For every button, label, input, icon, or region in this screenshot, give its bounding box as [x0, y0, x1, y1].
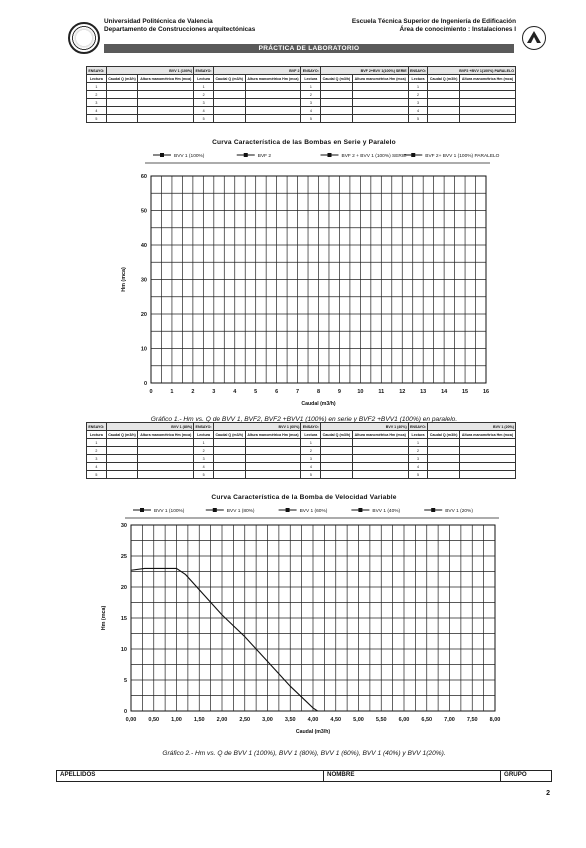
legend-marker [358, 508, 362, 512]
altura-cell[interactable] [138, 439, 194, 447]
table-row [87, 439, 516, 447]
ensayo-label: ENSAYO: [88, 68, 105, 73]
chart2-caption: Gráfico 2.- Hm vs. Q de BVV 1 (100%), BVV 1 (80%), BVV 1 (60%), BVV 1 (40%) y BVV 1(20%). [162, 750, 446, 757]
lectura-cell: 1 [194, 439, 214, 447]
caudal-cell[interactable] [106, 99, 138, 107]
header-left [104, 18, 255, 34]
caudal-cell[interactable] [321, 471, 353, 479]
table-row [87, 99, 516, 107]
caudal-cell[interactable] [321, 83, 353, 91]
altura-cell[interactable] [352, 99, 408, 107]
altura-cell[interactable] [138, 471, 194, 479]
page-number: 2 [546, 790, 550, 797]
ensayo-label: ENSAYO: [88, 424, 105, 429]
legend-marker [244, 153, 248, 157]
y-tick-label: 25 [120, 554, 127, 560]
column-header: Altura manométrica Hm (mca) [459, 75, 515, 83]
caudal-cell[interactable] [106, 115, 138, 123]
caudal-cell[interactable] [213, 107, 245, 115]
x-tick-label: 13 [420, 389, 427, 395]
department-name: Departamento de Construcciones arquitectónicas [104, 26, 256, 33]
ensayo-label: ENSAYO: [410, 424, 427, 429]
table2-grid [86, 422, 516, 479]
caudal-cell[interactable] [428, 107, 460, 115]
caudal-cell[interactable] [428, 91, 460, 99]
x-tick-label: 10 [357, 389, 364, 395]
column-header: Lectura [87, 431, 107, 439]
altura-cell[interactable] [245, 447, 301, 455]
altura-cell[interactable] [352, 91, 408, 99]
y-tick-label: 20 [140, 312, 147, 318]
lectura-cell: 2 [87, 447, 107, 455]
x-tick-label: 2,50 [239, 717, 251, 723]
altura-cell[interactable] [459, 83, 515, 91]
student-info-table [56, 770, 552, 782]
altura-cell[interactable] [459, 463, 515, 471]
altura-cell[interactable] [245, 115, 301, 123]
table-row [87, 447, 516, 455]
y-tick-label: 30 [120, 523, 127, 529]
caudal-cell[interactable] [106, 83, 138, 91]
caudal-cell[interactable] [213, 91, 245, 99]
legend-marker [160, 153, 164, 157]
lectura-cell: 2 [87, 91, 107, 99]
altura-cell[interactable] [352, 115, 408, 123]
caudal-cell[interactable] [428, 463, 460, 471]
ensayo-label: ENSAYO: [410, 68, 427, 73]
document-page [56, 14, 552, 814]
lectura-cell: 2 [194, 447, 214, 455]
chart-legend [133, 508, 473, 514]
altura-cell[interactable] [245, 471, 301, 479]
altura-cell[interactable] [138, 463, 194, 471]
altura-cell[interactable] [459, 471, 515, 479]
altura-cell[interactable] [138, 99, 194, 107]
legend-label: BVV 1 (100%) [174, 154, 205, 159]
column-header: Lectura [194, 431, 214, 439]
y-axis-label: Hm (mca) [101, 605, 107, 631]
altura-cell[interactable] [138, 107, 194, 115]
column-header: Altura manométrica Hm (mca) [459, 431, 515, 439]
altura-cell[interactable] [245, 91, 301, 99]
lectura-cell: 1 [87, 439, 107, 447]
caudal-cell[interactable] [428, 115, 460, 123]
column-header: Lectura [408, 75, 428, 83]
legend-label: BVV 1 (60%) [299, 509, 328, 514]
column-header: Caudal Q (m3/h) [428, 75, 460, 83]
column-header: Caudal Q (m3/h) [213, 431, 245, 439]
altura-cell[interactable] [245, 463, 301, 471]
caudal-cell[interactable] [213, 455, 245, 463]
caudal-cell[interactable] [213, 471, 245, 479]
column-header: Lectura [301, 431, 321, 439]
legend-marker [328, 153, 332, 157]
x-tick-label: 5 [254, 389, 258, 395]
chart-legend [153, 153, 500, 159]
legend-label: BVV 1 (20%) [445, 509, 473, 514]
y-tick-label: 30 [140, 277, 147, 284]
caudal-cell[interactable] [213, 447, 245, 455]
school-logo [522, 26, 546, 50]
chart2-title: Curva Característica de la Bomba de Velocidad Variable [211, 494, 397, 501]
altura-cell[interactable] [352, 455, 408, 463]
x-tick-label: 3,50 [284, 717, 296, 723]
practice-banner: PRÁCTICA DE LABORATORIO [104, 44, 514, 53]
ensayo-value: BVV 1 (60%) [213, 423, 301, 431]
altura-cell[interactable] [138, 83, 194, 91]
y-tick-label: 50 [140, 208, 147, 215]
column-header: Caudal Q (m3/h) [106, 431, 138, 439]
caudal-cell[interactable] [428, 455, 460, 463]
legend-marker [140, 508, 144, 512]
altura-cell[interactable] [138, 447, 194, 455]
column-header: Lectura [408, 431, 428, 439]
column-header: Lectura [301, 75, 321, 83]
altura-cell[interactable] [245, 439, 301, 447]
column-header: Caudal Q (m3/h) [213, 75, 245, 83]
lectura-cell: 4 [301, 463, 321, 471]
y-axis-label: Hm (mca) [121, 267, 127, 292]
lectura-cell: 5 [301, 471, 321, 479]
x-tick-label: 9 [337, 389, 341, 395]
lectura-cell: 3 [408, 455, 428, 463]
caudal-cell[interactable] [106, 455, 138, 463]
altura-cell[interactable] [138, 91, 194, 99]
x-tick-label: 3 [212, 389, 216, 395]
altura-cell[interactable] [352, 447, 408, 455]
caudal-cell[interactable] [321, 107, 353, 115]
x-tick-label: 2 [191, 389, 195, 395]
ensayo-label: ENSAYO: [302, 68, 319, 73]
ensayo-label: ENSAYO: [195, 68, 212, 73]
lectura-cell: 1 [87, 83, 107, 91]
caudal-cell[interactable] [321, 439, 353, 447]
lectura-cell: 3 [87, 99, 107, 107]
column-header: Altura manométrica Hm (mca) [352, 75, 408, 83]
x-tick-label: 4,00 [307, 717, 319, 723]
caudal-cell[interactable] [213, 115, 245, 123]
lectura-cell: 2 [408, 91, 428, 99]
x-tick-label: 2,00 [216, 717, 228, 723]
lectura-cell: 1 [301, 439, 321, 447]
y-tick-label: 40 [140, 243, 147, 249]
caudal-cell[interactable] [106, 463, 138, 471]
legend-marker [431, 508, 435, 512]
table-row [87, 463, 516, 471]
altura-cell[interactable] [459, 439, 515, 447]
x-tick-label: 5,50 [375, 717, 387, 723]
column-header: Lectura [87, 75, 107, 83]
lectura-cell: 3 [408, 99, 428, 107]
caudal-cell[interactable] [428, 439, 460, 447]
x-tick-label: 6,00 [398, 717, 410, 723]
altura-cell[interactable] [138, 115, 194, 123]
caudal-cell[interactable] [321, 99, 353, 107]
altura-cell[interactable] [245, 99, 301, 107]
lectura-cell: 5 [194, 115, 214, 123]
lectura-cell: 5 [408, 115, 428, 123]
legend-label: BVF 2 + BVV 1 (100%) SERIE [341, 154, 407, 159]
lectura-cell: 2 [301, 91, 321, 99]
altura-cell[interactable] [459, 455, 515, 463]
altura-cell[interactable] [352, 471, 408, 479]
lectura-cell: 5 [87, 115, 107, 123]
caudal-cell[interactable] [428, 99, 460, 107]
legend-label: BVF 2+ BVV 1 (100%) PARALELO [425, 154, 500, 159]
caudal-cell[interactable] [213, 83, 245, 91]
x-tick-label: 12 [399, 389, 406, 395]
caudal-cell[interactable] [106, 439, 138, 447]
ensayo-value: BVF 2+BVV 1(100%) SERIE [321, 67, 409, 75]
table-row [87, 107, 516, 115]
lectura-cell: 2 [301, 447, 321, 455]
y-tick-label: 0 [123, 709, 127, 715]
legend-marker [286, 508, 290, 512]
legend-label: BVV 1 (40%) [372, 509, 401, 514]
column-header: Altura manométrica Hm (mca) [138, 431, 194, 439]
altura-cell[interactable] [459, 99, 515, 107]
ensayo-value: BVV 1 (80%) [106, 423, 194, 431]
x-tick-label: 7 [296, 389, 300, 395]
lectura-cell: 5 [87, 471, 107, 479]
caudal-cell[interactable] [106, 447, 138, 455]
caudal-cell[interactable] [106, 471, 138, 479]
x-tick-label: 11 [378, 389, 385, 395]
table-row [87, 455, 516, 463]
x-tick-label: 0,50 [148, 717, 160, 723]
grupo-field[interactable]: GRUPO [501, 771, 552, 782]
ensayo-label: ENSAYO: [302, 424, 319, 429]
lectura-cell: 3 [301, 455, 321, 463]
altura-cell[interactable] [245, 83, 301, 91]
column-header: Altura manométrica Hm (mca) [245, 75, 301, 83]
legend-label: BVF 2 [257, 154, 272, 159]
caudal-cell[interactable] [321, 115, 353, 123]
altura-cell[interactable] [352, 83, 408, 91]
lectura-cell: 4 [87, 107, 107, 115]
x-tick-label: 16 [482, 389, 490, 395]
x-tick-label: 4,50 [330, 717, 342, 723]
header-right [352, 18, 516, 34]
caudal-cell[interactable] [321, 91, 353, 99]
apellidos-field[interactable]: APELLIDOS [57, 771, 324, 782]
column-header: Altura manométrica Hm (mca) [352, 431, 408, 439]
table-row [87, 83, 516, 91]
altura-cell[interactable] [459, 107, 515, 115]
nombre-field[interactable]: NOMBRE [324, 771, 501, 782]
caudal-cell[interactable] [106, 107, 138, 115]
lectura-cell: 2 [408, 447, 428, 455]
column-header: Lectura [194, 75, 214, 83]
x-axis-label: Caudal (m3/h) [301, 401, 336, 407]
lectura-cell: 4 [408, 463, 428, 471]
ensayo-value: BVF2 +BVV 1(100%) PARALELO [428, 67, 516, 75]
caudal-cell[interactable] [213, 463, 245, 471]
column-header: Caudal Q (m3/h) [428, 431, 460, 439]
lectura-cell: 5 [194, 471, 214, 479]
ensayo-value: BVV 1 (20%) [428, 423, 516, 431]
table-row [87, 115, 516, 123]
lectura-cell: 4 [194, 463, 214, 471]
lectura-cell: 2 [194, 91, 214, 99]
x-tick-label: 4 [233, 389, 237, 395]
caudal-cell[interactable] [321, 463, 353, 471]
column-header: Caudal Q (m3/h) [321, 431, 353, 439]
knowledge-area: Área de conocimiento : Instalaciones I [399, 26, 516, 33]
altura-cell[interactable] [459, 447, 515, 455]
caudal-cell[interactable] [428, 83, 460, 91]
ensayo-value: BVV 1 (100%) [106, 67, 194, 75]
lectura-cell: 3 [301, 99, 321, 107]
caudal-cell[interactable] [428, 447, 460, 455]
lectura-cell: 3 [194, 99, 214, 107]
altura-cell[interactable] [352, 463, 408, 471]
table1-grid [86, 66, 516, 123]
university-name: Universidad Politécnica de Valencia [104, 18, 213, 25]
caudal-cell[interactable] [213, 439, 245, 447]
lectura-cell: 4 [87, 463, 107, 471]
y-tick-label: 0 [143, 381, 147, 387]
table-row [87, 91, 516, 99]
y-tick-label: 15 [120, 616, 127, 622]
x-tick-label: 14 [441, 389, 448, 395]
y-tick-label: 10 [120, 647, 127, 653]
x-tick-label: 15 [462, 389, 469, 395]
caudal-cell[interactable] [213, 99, 245, 107]
x-tick-label: 6 [275, 389, 279, 395]
altura-cell[interactable] [138, 455, 194, 463]
x-axis-label: Caudal (m3/h) [295, 729, 331, 735]
x-tick-label: 0 [149, 389, 153, 395]
x-tick-label: 1,00 [171, 717, 182, 723]
chart1-plot [56, 148, 552, 418]
university-seal-logo [68, 22, 100, 54]
x-tick-label: 5,00 [353, 717, 364, 723]
caudal-cell[interactable] [106, 91, 138, 99]
y-tick-label: 60 [140, 174, 147, 180]
chart2-plot [56, 503, 552, 758]
altura-cell[interactable] [245, 107, 301, 115]
legend-marker [213, 508, 217, 512]
altura-cell[interactable] [245, 455, 301, 463]
ensayo-label: ENSAYO: [195, 424, 212, 429]
x-tick-label: 8 [316, 389, 321, 395]
y-tick-label: 5 [123, 678, 127, 684]
x-tick-label: 8,00 [489, 717, 501, 723]
y-tick-label: 20 [120, 585, 127, 591]
chart1-title: Curva Característica de las Bombas en Serie y Paralelo [212, 139, 396, 146]
school-name: Escuela Técnica Superior de Ingeniería de Edificación [351, 18, 516, 25]
x-tick-label: 0,00 [125, 717, 137, 723]
lectura-cell: 1 [408, 439, 428, 447]
ensayo-value: BVV 1 (40%) [321, 423, 409, 431]
lectura-cell: 4 [301, 107, 321, 115]
caudal-cell[interactable] [321, 455, 353, 463]
lectura-cell: 5 [301, 115, 321, 123]
lectura-cell: 1 [194, 83, 214, 91]
y-tick-label: 10 [140, 346, 147, 353]
column-header: Caudal Q (m3/h) [106, 75, 138, 83]
lectura-cell: 1 [408, 83, 428, 91]
x-tick-label: 6,50 [421, 717, 433, 723]
altura-cell[interactable] [459, 115, 515, 123]
lectura-cell: 5 [408, 471, 428, 479]
x-tick-label: 7,00 [444, 717, 455, 723]
x-tick-label: 1,50 [193, 717, 205, 723]
lectura-cell: 4 [194, 107, 214, 115]
x-tick-label: 3,00 [262, 717, 273, 723]
column-header: Altura manométrica Hm (mca) [245, 431, 301, 439]
altura-cell[interactable] [459, 91, 515, 99]
lectura-cell: 4 [408, 107, 428, 115]
legend-label: BVV 1 (80%) [226, 509, 255, 514]
ensayo-value: BVF 2 [213, 67, 301, 75]
lectura-cell: 1 [301, 83, 321, 91]
chart1-caption: Gráfico 1.- Hm vs. Q de BVV 1, BVF2, BVF2 +BVV1 (100%) en serie y BVF2 +BVV1 (100%) en paralelo. [150, 416, 458, 423]
legend-label: BVV 1 (100%) [154, 509, 185, 514]
lectura-cell: 3 [87, 455, 107, 463]
caudal-cell[interactable] [321, 447, 353, 455]
altura-cell[interactable] [352, 439, 408, 447]
lectura-cell: 3 [194, 455, 214, 463]
column-header: Caudal Q (m3/h) [321, 75, 353, 83]
table-row [87, 471, 516, 479]
x-tick-label: 1 [170, 389, 174, 395]
caudal-cell[interactable] [428, 471, 460, 479]
altura-cell[interactable] [352, 107, 408, 115]
x-tick-label: 7,50 [466, 717, 478, 723]
column-header: Altura manométrica Hm (mca) [138, 75, 194, 83]
legend-marker [411, 153, 415, 157]
